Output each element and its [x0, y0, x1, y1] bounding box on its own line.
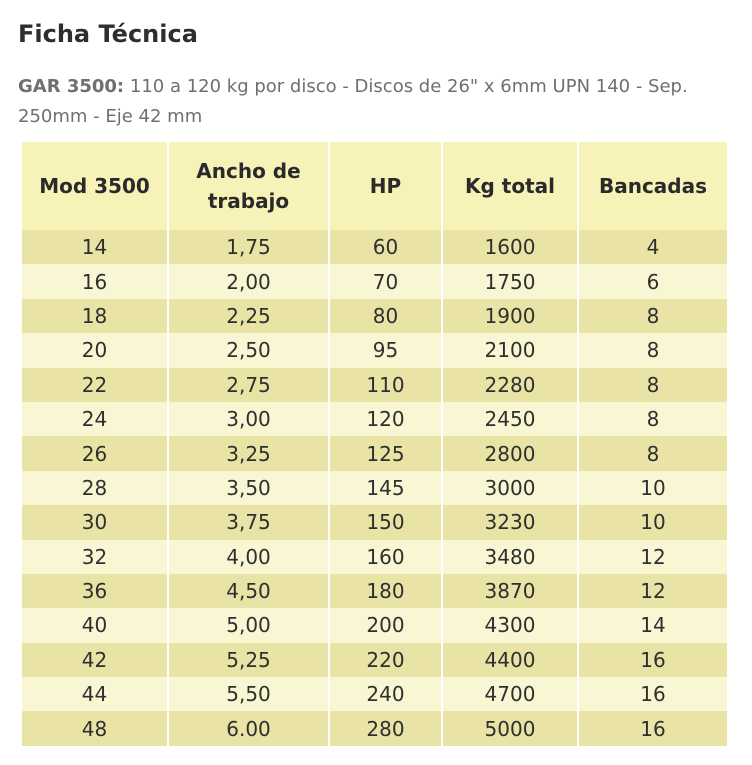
product-description — [18, 72, 718, 132]
cell-weight: 3870 — [442, 574, 578, 608]
cell-weight: 1900 — [442, 299, 578, 333]
cell-width: 4,50 — [168, 574, 329, 608]
cell-model: 48 — [22, 711, 168, 745]
cell-width: 6.00 — [168, 711, 329, 745]
cell-hp: 280 — [329, 711, 442, 745]
cell-frames: 6 — [578, 264, 727, 298]
cell-model: 32 — [22, 540, 168, 574]
cell-hp: 160 — [329, 540, 442, 574]
cell-hp: 120 — [329, 402, 442, 436]
cell-frames: 12 — [578, 540, 727, 574]
cell-hp: 180 — [329, 574, 442, 608]
cell-model: 22 — [22, 368, 168, 402]
cell-weight: 2100 — [442, 333, 578, 367]
cell-frames: 4 — [578, 230, 727, 264]
table-row — [22, 505, 727, 539]
table-row — [22, 711, 727, 745]
cell-frames: 10 — [578, 471, 727, 505]
cell-frames: 8 — [578, 333, 727, 367]
cell-model: 20 — [22, 333, 168, 367]
cell-width: 5,25 — [168, 643, 329, 677]
cell-width: 1,75 — [168, 230, 329, 264]
cell-weight: 4400 — [442, 643, 578, 677]
cell-model: 28 — [22, 471, 168, 505]
cell-frames: 8 — [578, 402, 727, 436]
cell-frames: 16 — [578, 677, 727, 711]
table-row — [22, 540, 727, 574]
cell-weight: 2450 — [442, 402, 578, 436]
cell-model: 18 — [22, 299, 168, 333]
cell-weight: 5000 — [442, 711, 578, 745]
cell-model: 16 — [22, 264, 168, 298]
cell-width: 4,00 — [168, 540, 329, 574]
table-row — [22, 368, 727, 402]
table-row — [22, 436, 727, 470]
cell-hp: 145 — [329, 471, 442, 505]
cell-frames: 8 — [578, 299, 727, 333]
cell-model: 30 — [22, 505, 168, 539]
cell-width: 3,25 — [168, 436, 329, 470]
cell-weight: 2800 — [442, 436, 578, 470]
cell-model: 36 — [22, 574, 168, 608]
cell-weight: 1750 — [442, 264, 578, 298]
column-header-model: Mod 3500 — [22, 142, 168, 230]
cell-frames: 10 — [578, 505, 727, 539]
table-row — [22, 574, 727, 608]
column-header-width: Ancho de trabajo — [168, 142, 329, 230]
table-row — [22, 230, 727, 264]
cell-frames: 12 — [578, 574, 727, 608]
cell-weight: 4300 — [442, 608, 578, 642]
cell-hp: 95 — [329, 333, 442, 367]
table-body — [22, 230, 727, 746]
cell-weight: 3230 — [442, 505, 578, 539]
cell-hp: 200 — [329, 608, 442, 642]
cell-frames: 16 — [578, 711, 727, 745]
cell-width: 2,75 — [168, 368, 329, 402]
cell-hp: 60 — [329, 230, 442, 264]
cell-width: 3,75 — [168, 505, 329, 539]
table-row — [22, 264, 727, 298]
cell-weight: 3000 — [442, 471, 578, 505]
column-header-frames: Bancadas — [578, 142, 727, 230]
cell-hp: 80 — [329, 299, 442, 333]
spec-table — [22, 142, 727, 746]
cell-model: 24 — [22, 402, 168, 436]
cell-model: 42 — [22, 643, 168, 677]
cell-width: 2,50 — [168, 333, 329, 367]
table-row — [22, 677, 727, 711]
description-text: 110 a 120 kg por disco - Discos de 26" x 6mm UPN 140 - Sep. 250mm - Eje 42 mm — [18, 76, 688, 127]
cell-model: 14 — [22, 230, 168, 264]
cell-frames: 8 — [578, 368, 727, 402]
cell-model: 26 — [22, 436, 168, 470]
cell-hp: 220 — [329, 643, 442, 677]
cell-weight: 3480 — [442, 540, 578, 574]
cell-width: 5,50 — [168, 677, 329, 711]
cell-model: 44 — [22, 677, 168, 711]
cell-frames: 14 — [578, 608, 727, 642]
table-header-row — [22, 142, 727, 230]
cell-frames: 16 — [578, 643, 727, 677]
cell-model: 40 — [22, 608, 168, 642]
cell-hp: 110 — [329, 368, 442, 402]
cell-hp: 125 — [329, 436, 442, 470]
model-label: GAR 3500: — [18, 76, 125, 97]
table-row — [22, 299, 727, 333]
page-title: Ficha Técnica — [18, 20, 198, 48]
column-header-weight: Kg total — [442, 142, 578, 230]
cell-width: 2,00 — [168, 264, 329, 298]
table-row — [22, 402, 727, 436]
cell-hp: 70 — [329, 264, 442, 298]
cell-width: 3,00 — [168, 402, 329, 436]
cell-width: 3,50 — [168, 471, 329, 505]
column-header-hp: HP — [329, 142, 442, 230]
table-row — [22, 643, 727, 677]
cell-hp: 240 — [329, 677, 442, 711]
cell-width: 5,00 — [168, 608, 329, 642]
table-row — [22, 608, 727, 642]
cell-weight: 1600 — [442, 230, 578, 264]
cell-frames: 8 — [578, 436, 727, 470]
cell-weight: 4700 — [442, 677, 578, 711]
table-row — [22, 471, 727, 505]
table-row — [22, 333, 727, 367]
cell-width: 2,25 — [168, 299, 329, 333]
cell-hp: 150 — [329, 505, 442, 539]
cell-weight: 2280 — [442, 368, 578, 402]
